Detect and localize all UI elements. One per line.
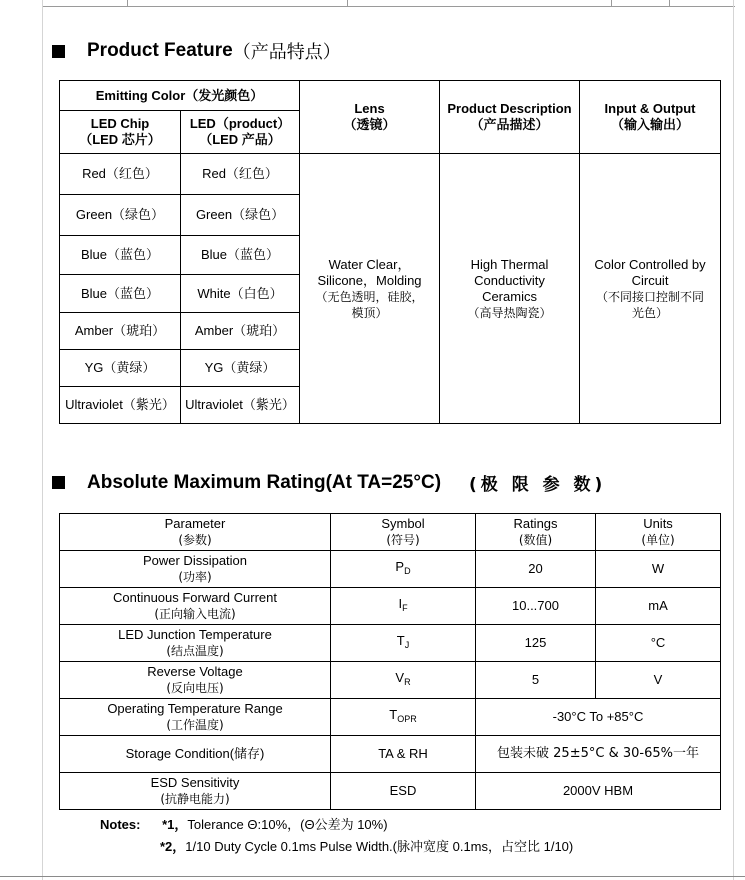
symbol-cell: $I_F$ <box>331 588 476 625</box>
product-feature-table <box>59 80 721 424</box>
rating-cell: 2000V HBM <box>476 773 721 810</box>
unit-cell: V <box>596 662 721 699</box>
rating-cell: 20 <box>476 551 596 588</box>
table-row <box>60 773 721 810</box>
input-output-value-cell: Color Controlled by Circuit （不同接口控制不同 光色） <box>580 154 721 424</box>
ratings-header: Ratings (数值) <box>476 514 596 551</box>
note-1: Notes: *1，Tolerance Θ:10%，(Θ公差为 10%) <box>100 817 388 832</box>
led-product-cell: Ultraviolet（紫光） <box>181 387 300 424</box>
symbol-cell: $T_{OPR}$ <box>331 699 476 736</box>
symbol-cell: ESD <box>331 773 476 810</box>
led-product-header: LED（product） （LED 产品） <box>181 111 300 154</box>
led-product-cell: Blue（蓝色） <box>181 236 300 275</box>
unit-cell: W <box>596 551 721 588</box>
parameter-cell: Power Dissipation (功率) <box>60 551 331 588</box>
units-header: Units (单位) <box>596 514 721 551</box>
symbol-cell: $V_R$ <box>331 662 476 699</box>
table-row <box>60 736 721 773</box>
lens-header: Lens （透镜） <box>300 81 440 154</box>
led-chip-cell: Green（绿色） <box>60 195 181 236</box>
table-row <box>60 588 721 625</box>
rating-cell: 125 <box>476 625 596 662</box>
symbol-cell: $T_J$ <box>331 625 476 662</box>
square-bullet-icon <box>52 476 65 489</box>
left-margin-guide <box>42 0 43 880</box>
led-chip-cell: YG（黄绿） <box>60 350 181 387</box>
symbol-cell: $P_D$ <box>331 551 476 588</box>
input-output-header: Input & Output （输入输出） <box>580 81 721 154</box>
parameter-cell: Storage Condition(储存) <box>60 736 331 773</box>
symbol-header: Symbol (符号) <box>331 514 476 551</box>
led-product-cell: Green（绿色） <box>181 195 300 236</box>
parameter-cell: Reverse Voltage (反向电压) <box>60 662 331 699</box>
led-chip-header: LED Chip （LED 芯片） <box>60 111 181 154</box>
unit-cell: mA <box>596 588 721 625</box>
absolute-maximum-rating-heading: Absolute Maximum Rating(At TA=25°C) (极 限 参 数) <box>52 470 606 495</box>
lens-value-cell: Water Clear， Silicone，Molding （无色透明，硅胶， 模顶） <box>300 154 440 424</box>
table-row <box>60 699 721 736</box>
rating-cell: 5 <box>476 662 596 699</box>
led-product-cell: Amber（琥珀） <box>181 313 300 350</box>
rating-cell: 10...700 <box>476 588 596 625</box>
absolute-maximum-rating-table <box>59 513 721 810</box>
table-row <box>60 551 721 588</box>
parameter-cell: LED Junction Temperature (结点温度) <box>60 625 331 662</box>
description-header: Product Description （产品描述） <box>440 81 580 154</box>
page-bottom-border <box>0 876 745 877</box>
parameter-header: Parameter (参数) <box>60 514 331 551</box>
led-product-cell: YG（黄绿） <box>181 350 300 387</box>
led-chip-cell: Blue（蓝色） <box>60 275 181 313</box>
table-row <box>60 662 721 699</box>
led-product-cell: Red（红色） <box>181 154 300 195</box>
parameter-cell: Continuous Forward Current (正向输入电流) <box>60 588 331 625</box>
led-chip-cell: Red（红色） <box>60 154 181 195</box>
note-2: *2，1/10 Duty Cycle 0.1ms Pulse Width.(脉冲宽度 0.1ms，占空比 1/10) <box>160 839 574 854</box>
led-chip-cell: Ultraviolet（紫光） <box>60 387 181 424</box>
table-row <box>60 625 721 662</box>
parameter-cell: Operating Temperature Range (工作温度) <box>60 699 331 736</box>
emitting-color-header: Emitting Color（发光颜色） <box>60 81 300 111</box>
unit-cell: °C <box>596 625 721 662</box>
product-feature-heading: Product Feature （产品特点） <box>52 38 341 64</box>
rating-cell: -30°C To +85°C <box>476 699 721 736</box>
right-margin-guide <box>733 0 734 880</box>
led-chip-cell: Amber（琥珀） <box>60 313 181 350</box>
top-border <box>0 0 745 8</box>
led-product-cell: White（白色） <box>181 275 300 313</box>
rating-cell: 包装未破 25±5°C & 30-65%一年 <box>476 736 721 773</box>
square-bullet-icon <box>52 45 65 58</box>
description-value-cell: High Thermal Conductivity Ceramics （高导热陶瓷） <box>440 154 580 424</box>
parameter-cell: ESD Sensitivity (抗静电能力) <box>60 773 331 810</box>
symbol-cell: TA & RH <box>331 736 476 773</box>
led-chip-cell: Blue（蓝色） <box>60 236 181 275</box>
